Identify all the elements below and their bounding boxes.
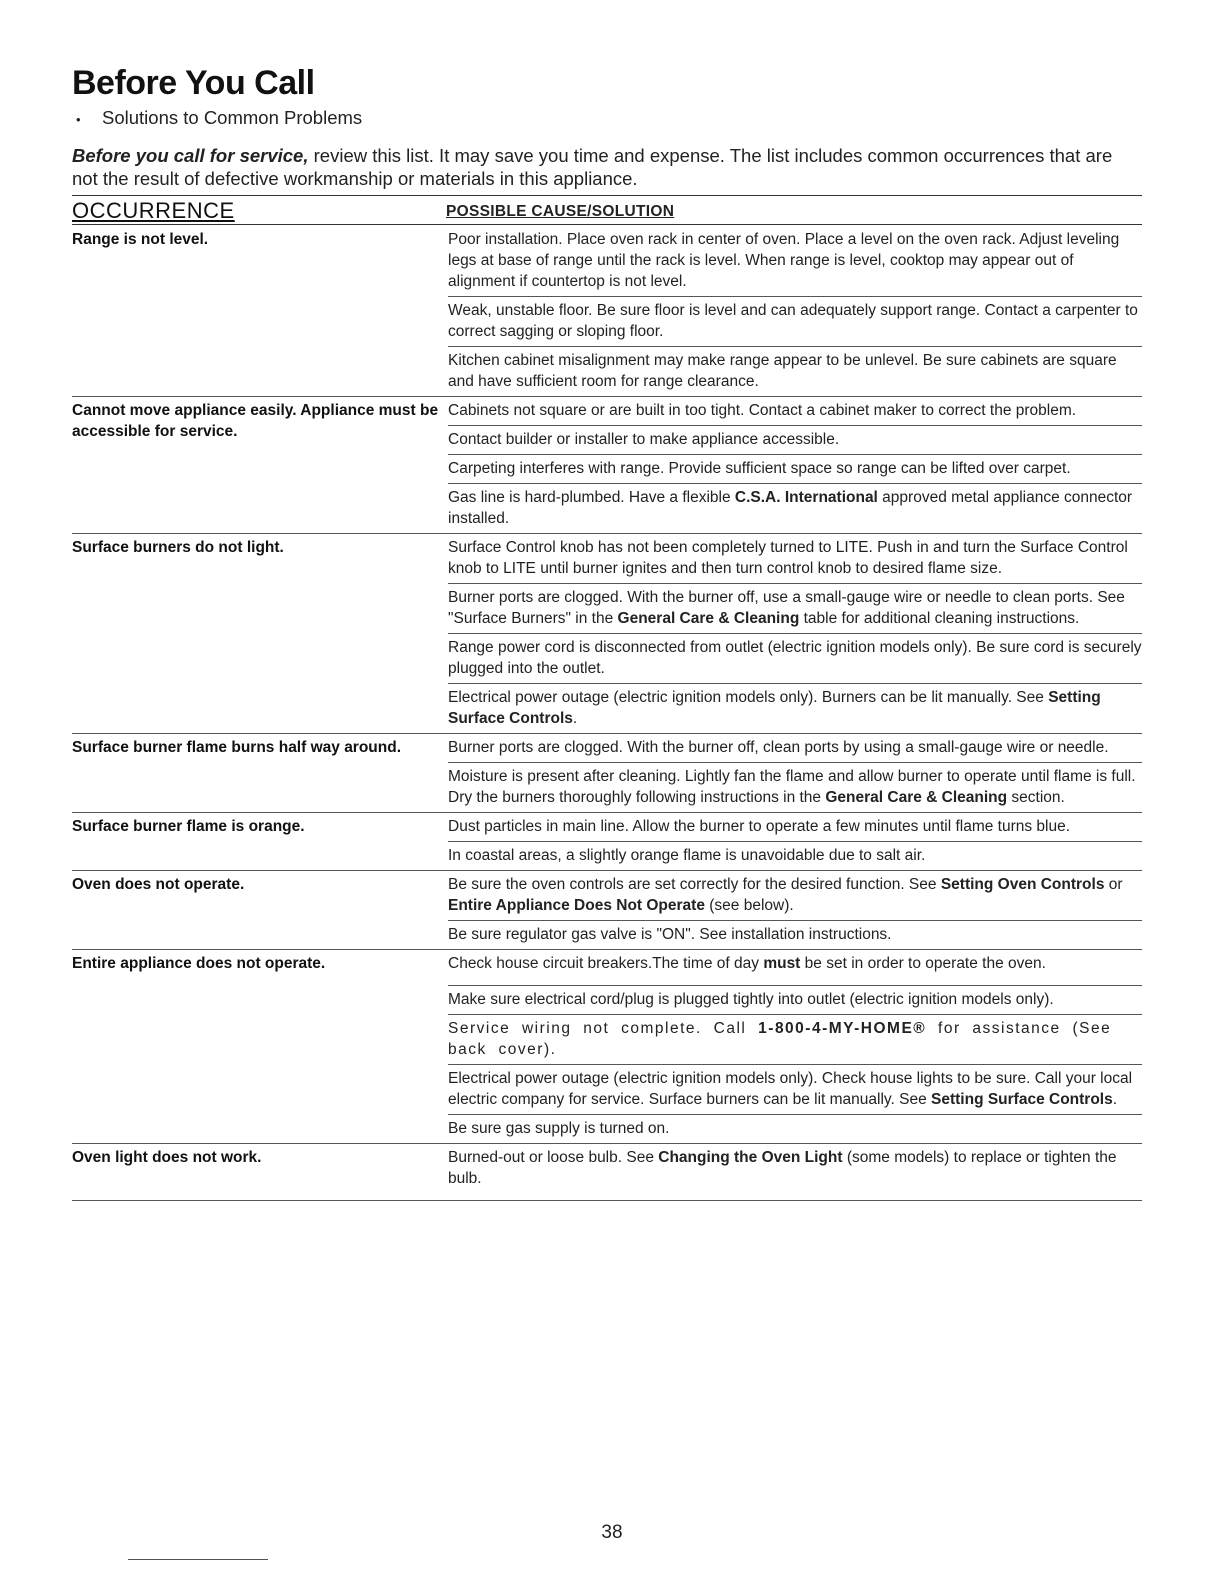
solution-text: (see below).: [704, 897, 794, 914]
subtitle-text: Solutions to Common Problems: [102, 107, 363, 128]
solution-text: (some models) to replace or tighten the bulb.: [448, 1149, 1117, 1187]
table-row: [72, 813, 1142, 871]
solution-text: or: [1104, 876, 1123, 893]
table-row: [72, 534, 1142, 734]
solution-column: [448, 871, 1142, 949]
solution-cell: [448, 762, 1142, 812]
solution-text: Be sure the oven controls are set correctly for the desired function. See: [448, 876, 941, 893]
solution-cell: Surface Control knob has not been completely turned to LITE. Push in and turn the Surface Control knob to LITE until burner ignites and then turn control knob to desired flame size.: [448, 539, 1128, 577]
bullet-icon: •: [76, 112, 81, 127]
intro-text: review this list. It may save you time and expense. The list includes common occurrences that are not the result of defective workmanship or materials in this appliance.: [72, 145, 1113, 189]
header-bottom-rule: [72, 224, 1142, 225]
solution-cell: In coastal areas, a slightly orange flame is unavoidable due to salt air.: [448, 841, 1142, 870]
solution-cell: Be sure gas supply is turned on.: [448, 1114, 1142, 1143]
solution-text: Service wiring not complete. Call: [448, 1020, 759, 1037]
table-row: [72, 950, 1142, 1144]
occurrence-cell: Surface burner flame is orange.: [72, 818, 305, 835]
solution-cell: [448, 1014, 1142, 1064]
solution-column: [448, 1144, 1142, 1200]
solution-cell: Contact builder or installer to make appliance accessible.: [448, 425, 1142, 454]
solution-column: [448, 226, 1142, 396]
occurrence-cell: Entire appliance does not operate.: [72, 955, 326, 972]
solution-text: Burned-out or loose bulb. See: [448, 1149, 659, 1166]
header-top-rule: [72, 195, 1142, 196]
page-number: 38: [601, 1522, 623, 1543]
solution-cell: Make sure electrical cord/plug is plugged tightly into outlet (electric ignition models only).: [448, 985, 1142, 1014]
solution-text: approved metal appliance connector installed.: [448, 489, 1133, 527]
solution-bold: Entire Appliance Does Not Operate: [448, 897, 705, 914]
solution-bold: must: [763, 955, 801, 972]
occurrence-cell: Surface burner flame burns half way around.: [72, 739, 402, 756]
solution-column: [448, 734, 1142, 812]
solution-cell: [448, 1064, 1142, 1114]
intro-paragraph: [72, 144, 1136, 190]
solution-cell: [448, 1144, 1142, 1200]
solution-bold: General Care & Cleaning: [617, 610, 800, 627]
solution-cell: [448, 483, 1142, 533]
solution-text: Moisture is present after cleaning. Lightly fan the flame and allow burner to operate until flame is full. Dry the burners thoroughly following instructions in the: [448, 768, 1136, 806]
solution-bold: Setting Surface Controls: [931, 1091, 1113, 1108]
troubleshooting-table: [72, 226, 1142, 1201]
table-row: [72, 734, 1142, 813]
solution-cell: [448, 583, 1142, 633]
phone-number: 1-800-4-MY-HOME®: [758, 1020, 927, 1037]
solution-bold: Setting Surface Controls: [448, 689, 1101, 727]
solution-cell: Kitchen cabinet misalignment may make range appear to be unlevel. Be sure cabinets are square and have sufficient room for range clearance.: [448, 346, 1142, 396]
solution-cell: [448, 871, 1142, 920]
solution-text: be set in order to operate the oven.: [800, 955, 1046, 972]
column-header-occurrence: OCCURRENCE: [72, 198, 235, 223]
solution-text: Gas line is hard-plumbed. Have a flexible: [448, 489, 735, 506]
solution-column: [448, 397, 1142, 533]
footer-rule: [128, 1559, 268, 1560]
solution-text: table for additional cleaning instructions.: [799, 610, 1080, 627]
solution-text: Check house circuit breakers.The time of day: [448, 955, 764, 972]
solution-text: section.: [1007, 789, 1065, 806]
solution-text: Electrical power outage (electric ignition models only). Burners can be lit manually. See: [448, 689, 1049, 706]
occurrence-cell: Surface burners do not light.: [72, 539, 284, 556]
table-row: [72, 871, 1142, 950]
solution-bold: General Care & Cleaning: [825, 789, 1008, 806]
occurrence-cell: Cannot move appliance easily. Appliance must be accessible for service.: [72, 402, 439, 440]
solution-cell: Weak, unstable floor. Be sure floor is level and can adequately support range. Contact a carpenter to correct sagging or sloping floor.: [448, 296, 1142, 346]
solution-cell: Burner ports are clogged. With the burner off, clean ports by using a small-gauge wire or needle.: [448, 739, 1109, 756]
solution-text: .: [1112, 1091, 1118, 1108]
solution-bold: C.S.A. International: [734, 489, 878, 506]
subtitle: [76, 107, 362, 129]
solution-bold: Changing the Oven Light: [658, 1149, 843, 1166]
solution-cell: Cabinets not square or are built in too tight. Contact a cabinet maker to correct the problem.: [448, 402, 1077, 419]
solution-bold: Setting Oven Controls: [940, 876, 1105, 893]
column-header-solution: POSSIBLE CAUSE/SOLUTION: [446, 203, 675, 220]
solution-cell: Range power cord is disconnected from outlet (electric ignition models only). Be sure cord is securely plugged into the outlet.: [448, 633, 1142, 683]
intro-lead: Before you call for service,: [72, 145, 309, 166]
solution-cell: Dust particles in main line. Allow the burner to operate a few minutes until flame turns blue.: [448, 818, 1071, 835]
solution-cell: [448, 683, 1142, 733]
solution-text: .: [572, 710, 578, 727]
solution-cell: [448, 950, 1142, 985]
solution-column: [448, 950, 1142, 1143]
occurrence-cell: Oven does not operate.: [72, 876, 245, 893]
solution-cell: Carpeting interferes with range. Provide sufficient space so range can be lifted over carpet.: [448, 454, 1142, 483]
solution-cell: Poor installation. Place oven rack in center of oven. Place a level on the oven rack. Adjust leveling legs at base of range until the rack is level. When range is level, cooktop may appear out of alignment if countertop is not level.: [448, 231, 1120, 290]
occurrence-cell: Oven light does not work.: [72, 1149, 262, 1166]
table-row: [72, 226, 1142, 397]
solution-cell: Be sure regulator gas valve is "ON". See installation instructions.: [448, 920, 1142, 949]
table-row: [72, 397, 1142, 534]
solution-text: for assistance (See back cover).: [448, 1020, 1112, 1058]
solution-text: Electrical power outage (electric ignition models only). Check house lights to be sure. Call your local electric company for service. Surface burners can be lit manually. See: [448, 1070, 1133, 1108]
solution-text: Burner ports are clogged. With the burner off, use a small-gauge wire or needle to clean ports. See "Surface Burners" in the: [448, 589, 1125, 627]
page-title: Before You Call: [72, 64, 315, 102]
table-row: [72, 1144, 1142, 1201]
occurrence-cell: Range is not level.: [72, 231, 209, 248]
solution-column: [448, 534, 1142, 733]
solution-column: [448, 813, 1142, 870]
